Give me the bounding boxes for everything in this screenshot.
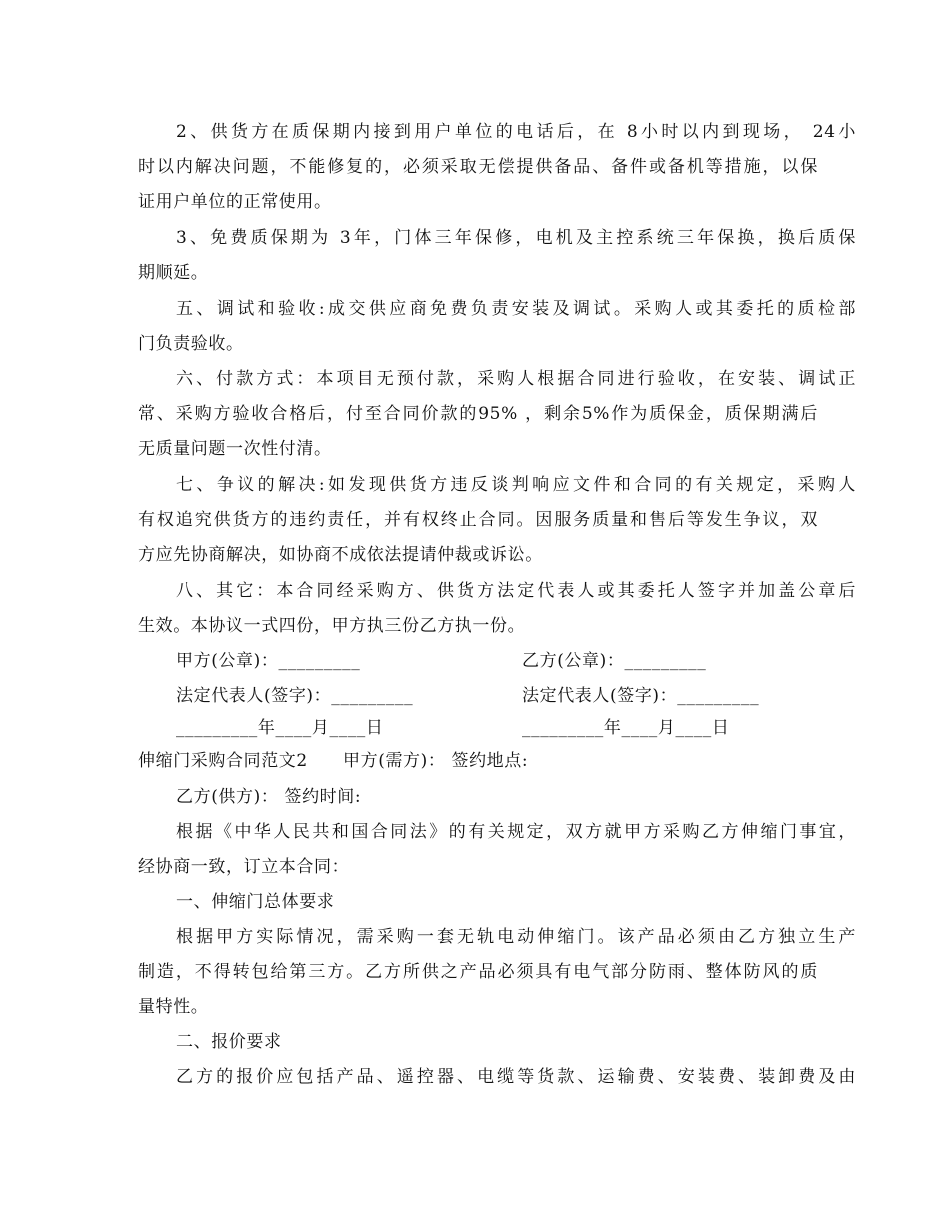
paragraph-dispute-line-2: 有权追究供货方的违约责任，并有权终止合同。因服务质量和售后等发生争议，双 <box>138 510 818 530</box>
party-b-representative-line: 法定代表人(签字)：_________ <box>522 686 760 706</box>
paragraph-other-line-1: 八、其它：本合同经采购方、供货方法定代表人或其委托人签字并加盖公章后 <box>176 581 856 601</box>
paragraph-payment-line-1: 六、付款方式：本项目无预付款，采购人根据合同进行验收，在安装、调试正 <box>176 369 856 389</box>
paragraph-dispute-line-3: 方应先协商解决，如协商不成依法提请仲裁或诉讼。 <box>138 545 543 565</box>
paragraph-quote-line-1: 乙方的报价应包括产品、遥控器、电缆等货款、运输费、安装费、装卸费及由 <box>176 1067 856 1087</box>
section-heading-overall-requirements: 一、伸缩门总体要求 <box>176 892 335 912</box>
paragraph-warranty-response-line-1: 2、供货方在质保期内接到用户单位的电话后，在 8小时以内到现场， 24小 <box>176 122 856 142</box>
paragraph-warranty-response-line-2: 时以内解决问题，不能修复的，必须采取无偿提供备品、备件或备机等措施，以保 <box>138 157 818 177</box>
paragraph-testing-acceptance-line-1: 五、调试和验收:成交供应商免费负责安装及调试。采购人或其委托的质检部 <box>176 299 856 319</box>
party-a-date-line: _________年____月____日 <box>176 718 384 738</box>
paragraph-requirements-line-1: 根据甲方实际情况，需采购一套无轨电动伸缩门。该产品必须由乙方独立生产 <box>176 927 856 947</box>
paragraph-requirements-line-2: 制造，不得转包给第三方。乙方所供之产品必须具有电气部分防雨、整体防风的质 <box>138 962 818 982</box>
party-a-representative-line: 法定代表人(签字)：_________ <box>176 686 414 706</box>
paragraph-payment-line-2: 常、采购方验收合格后，付至合同价款的95% ，剩余5%作为质保金，质保期满后 <box>138 404 818 424</box>
paragraph-requirements-line-3: 量特性。 <box>138 997 209 1017</box>
paragraph-warranty-response-line-3: 证用户单位的正常使用。 <box>138 192 332 212</box>
paragraph-testing-acceptance-line-2: 门负责验收。 <box>138 334 244 354</box>
paragraph-contract-law-line-2: 经协商一致，订立本合同： <box>138 857 350 877</box>
paragraph-payment-line-3: 无质量问题一次性付清。 <box>138 439 332 459</box>
paragraph-free-warranty-line-2: 期顺延。 <box>138 263 209 283</box>
section-heading-quote-requirements: 二、报价要求 <box>176 1032 282 1052</box>
contract-sample-2-heading: 伸缩门采购合同范文2 甲方(需方)： 签约地点: <box>138 751 529 771</box>
party-b-seal-line: 乙方(公章)：_________ <box>522 651 707 671</box>
paragraph-free-warranty-line-1: 3、免费质保期为 3年，门体三年保修，电机及主控系统三年保换，换后质保 <box>176 228 856 248</box>
paragraph-contract-law-line-1: 根据《中华人民共和国合同法》的有关规定，双方就甲方采购乙方伸缩门事宜， <box>176 822 856 842</box>
party-b-date-line: _________年____月____日 <box>522 718 730 738</box>
paragraph-other-line-2: 生效。本协议一式四份，甲方执三份乙方执一份。 <box>138 616 526 636</box>
paragraph-dispute-line-1: 七、争议的解决:如发现供货方违反谈判响应文件和合同的有关规定，采购人 <box>176 475 856 495</box>
party-b-supplier-line: 乙方(供方)： 签约时间: <box>176 787 362 807</box>
party-a-seal-line: 甲方(公章)：_________ <box>176 651 361 671</box>
